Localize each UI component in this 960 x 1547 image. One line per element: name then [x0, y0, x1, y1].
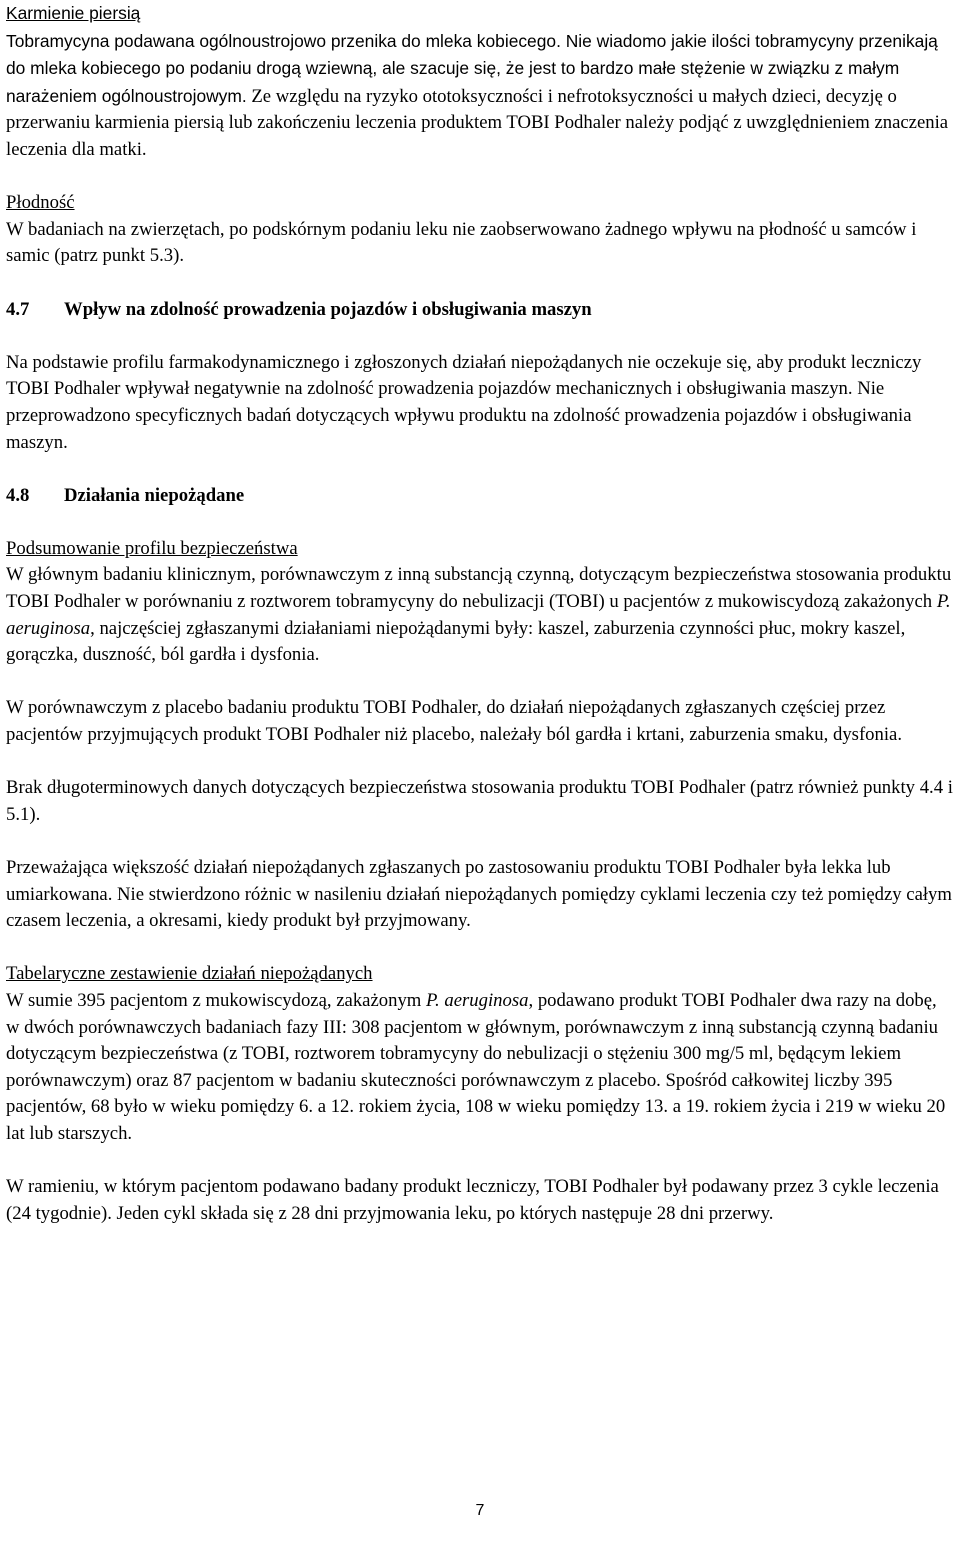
document-page [6, 0, 954, 1227]
tabulated-section [6, 961, 954, 1147]
tabulated-text-b: , podawano produkt TOBI Podhaler dwa razy na dobę, w dwóch porównawczych badaniach fazy III: 308 pacjentom w głównym, porównawczym z inną substancją czynną badaniu dotyczącym bezpieczeństwa (z TOBI, roztworem tobramycyny do nebulizacji o stężeniu 300 mg/5 ml, będącym lekiem porównawczym) oraz 87 pacjentom w badaniu skuteczności porównawczym z placebo. Spośród całkowitej liczby 395 pacjentów, 68 było w wieku pomiędzy 6. a 12. rokiem życia, 108 w wieku pomiędzy 13. a 19. rokiem życia i 219 w wieku 20 lat lub starszych. [6, 989, 946, 1144]
section-4-7-title: Wpływ na zdolność prowadzenia pojazdów i obsługiwania maszyn [64, 298, 592, 320]
section-4-7-number: 4.7 [6, 298, 30, 320]
section-4-8-title: Działania niepożądane [64, 484, 245, 506]
page-number: 7 [475, 1502, 485, 1519]
section-4-8-heading [6, 483, 954, 510]
breastfeeding-text-sans: Tobramycyna podawana ogólnoustrojowo przenika do mleka kobiecego. Nie wiadomo jakie ilości tobramycyny przenikają do mleka kobiecego po podaniu drogą wziewną, ale szacuje się, że jest to bardzo małe stężenie w związku z małym narażeniem ogólnoustrojowym. [6, 30, 938, 106]
safety-text-b: , najczęściej zgłaszanymi działaniami niepożądanymi były: kaszel, zaburzenia czynności płuc, mokry kaszel, gorączka, duszność, ból gardła i dysfonia. [6, 617, 906, 666]
tabulated-text-a: W sumie 395 pacjentom z mukowiscydozą, zakażonym [6, 989, 427, 1011]
placebo-paragraph: W porównawczym z placebo badaniu produktu TOBI Podhaler, do działań niepożądanych zgłaszanych częściej przez pacjentów przyjmujących produkt TOBI Podhaler niż placebo, należały ból gardła i krtani, zaburzenia smaku, dysfonia. [6, 697, 903, 746]
section-4-7-heading [6, 297, 954, 324]
tabulated-text-organism: P. aeruginosa [426, 989, 529, 1011]
fertility-section [6, 190, 954, 270]
breastfeeding-heading: Karmienie piersią [6, 3, 141, 23]
fertility-text: W badaniach na zwierzętach, po podskórnym podaniu leku nie zaobserwowano żadnego wpływu na płodność u samców i samic (patrz punkt 5.3). [6, 218, 917, 267]
tabulated-heading: Tabelaryczne zestawienie działań niepożądanych [6, 963, 373, 985]
safety-summary-heading: Podsumowanie profilu bezpieczeństwa [6, 537, 298, 559]
majority-paragraph: Przeważająca większość działań niepożądanych zgłaszanych po zastosowaniu produktu TOBI Podhaler była lekka lub umiarkowana. Nie stwierdzono różnic w nasileniu działań niepożądanych pomiędzy cyklami leczenia czy też pomiędzy całym czasem leczenia, a okresami, kiedy produkt był przyjmowany. [6, 857, 952, 932]
safety-text-organism: P. aeruginosa [6, 591, 951, 639]
breastfeeding-text-serif: Ze względu na ryzyko ototoksyczności i nefrotoksyczności u małych dzieci, decyzję o przerwaniu karmienia piersią lub zakończeniu leczenia produktem TOBI Podhaler należy podjąć z uwzględnieniem znaczenia leczenia dla matki. [6, 85, 949, 160]
treatment-arm-paragraph: W ramieniu, w którym pacjentom podawano badany produkt leczniczy, TOBI Podhaler był podawany przez 3 cykle leczenia (24 tygodnie). Jeden cykl składa się z 28 dni przyjmowania leku, po których następuje 28 dni przerwy. [6, 1176, 939, 1224]
safety-summary-section [6, 536, 954, 669]
breastfeeding-section [6, 0, 954, 164]
safety-text-a: W głównym badaniu klinicznym, porównawczym z inną substancją czynną, dotyczącym bezpieczeństwa stosowania produktu TOBI Podhaler w porównaniu z roztworem tobramycyny do nebulizacji (TOBI) u pacjentów z mukowiscydozą zakażonych [6, 564, 952, 613]
section-4-8-number: 4.8 [6, 484, 30, 506]
longterm-paragraph: Brak długoterminowych danych dotyczących bezpieczeństwa stosowania produktu TOBI Podhaler (patrz również punkty 4.4 i 5.1). [6, 777, 953, 825]
fertility-heading: Płodność [6, 192, 75, 214]
section-4-7-text: Na podstawie profilu farmakodynamicznego i zgłoszonych działań niepożądanych nie oczekuje się, aby produkt leczniczy TOBI Podhaler wpływał negatywnie na zdolność prowadzenia pojazdów mechanicznych i obsługiwania maszyn. Nie przeprowadzono specyficznych badań dotyczących wpływu produktu na zdolność prowadzenia pojazdów i obsługiwania maszyn. [6, 351, 922, 453]
